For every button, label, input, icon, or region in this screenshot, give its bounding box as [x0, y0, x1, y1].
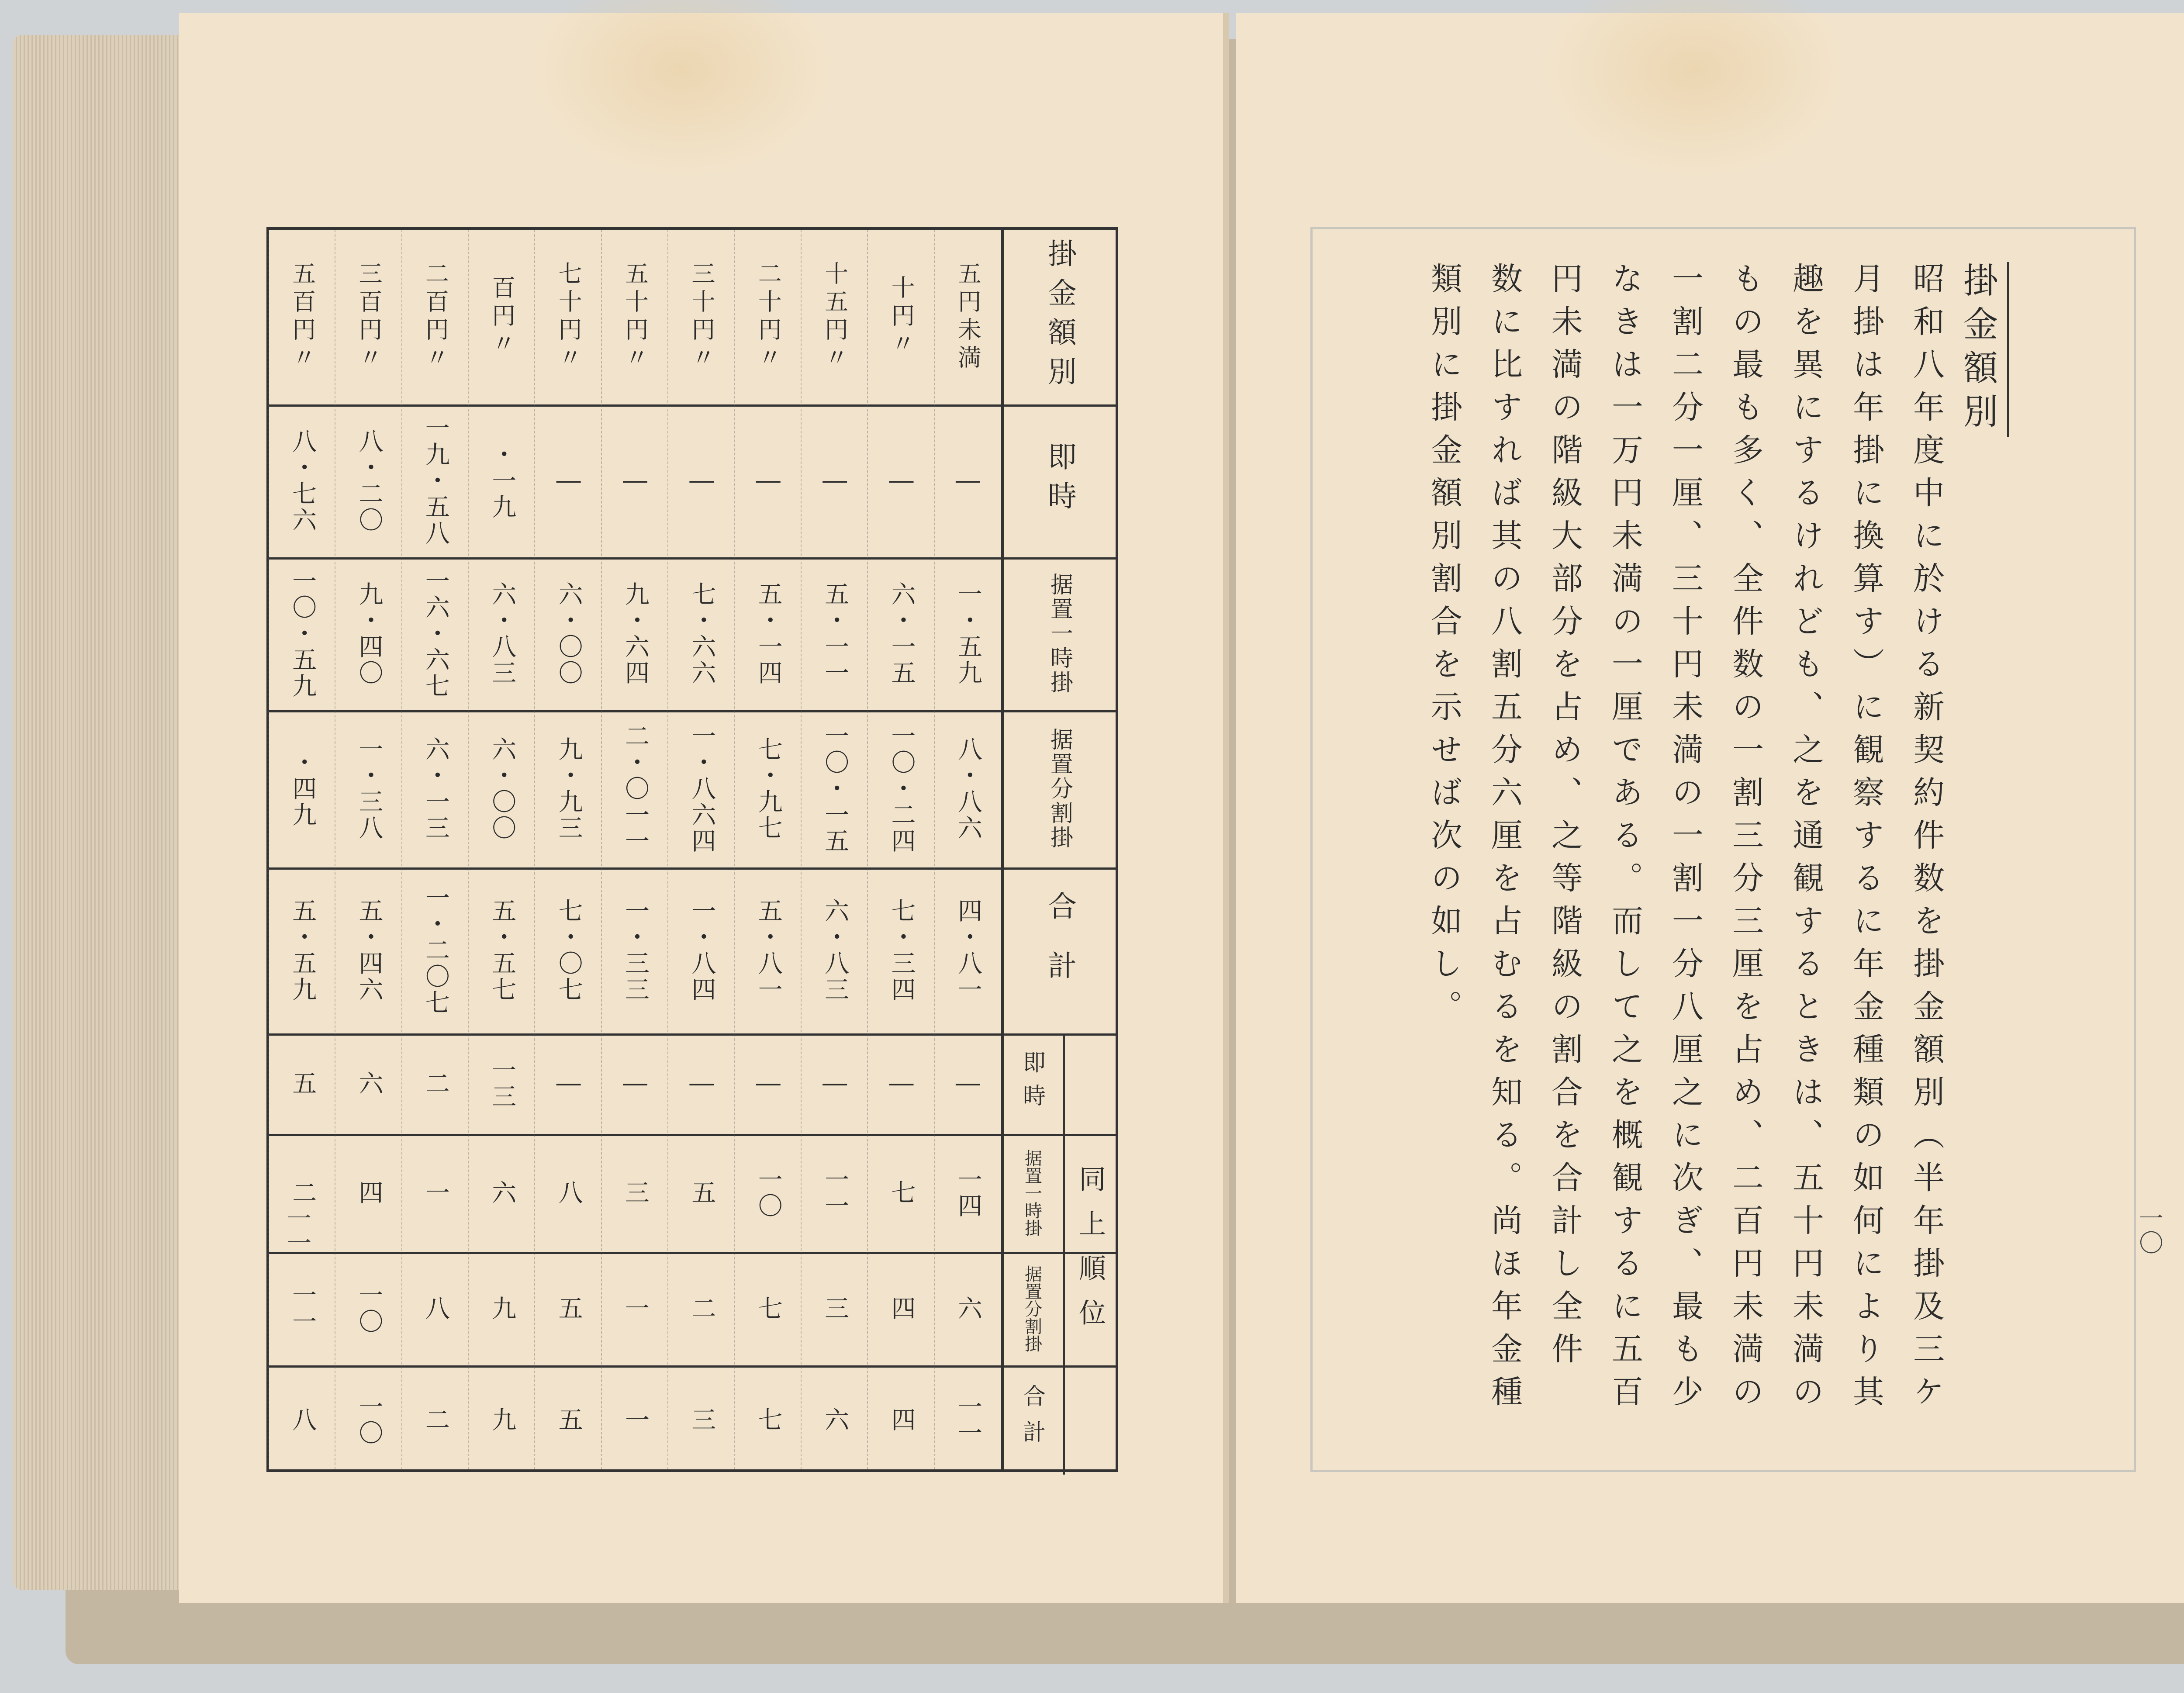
table-cell: 一〇 [754, 1167, 783, 1219]
table-cell: 八 [554, 1180, 583, 1206]
table-cell: 一〇・一五 [821, 723, 850, 854]
table-cell: ・一九 [488, 442, 517, 520]
water-stain [529, 0, 834, 179]
body-text [1426, 262, 2009, 1485]
table-cell: 一一 [821, 1167, 850, 1219]
table-cell: 六 [355, 1071, 384, 1097]
header-rank-deferred-lump: 据置一時掛 [1022, 1149, 1042, 1237]
header-amount-class: 掛金額別 [1043, 238, 1077, 396]
table-cell: 七十円〃 [555, 261, 583, 373]
table-cell: 三 [621, 1180, 650, 1206]
table-cell: 七・六六 [688, 581, 716, 686]
table-cell: 五・一四 [754, 581, 783, 686]
data-table [266, 227, 1118, 1472]
table-cell: 五 [554, 1407, 583, 1433]
table-cell: ― [687, 1068, 716, 1099]
header-deferred-lump: 据置一時掛 [1046, 573, 1073, 695]
table-cell: 五・五九 [288, 898, 317, 1003]
table-cell: 三 [688, 1407, 716, 1433]
table-cell: 五・五七 [488, 898, 517, 1003]
table-cell: ― [554, 466, 583, 496]
table-cell: 六・八三 [488, 581, 517, 686]
table-cell: 五・一一 [821, 581, 850, 686]
table-cell: 一三 [488, 1057, 517, 1110]
table-cell: 七 [754, 1296, 783, 1322]
table-cell: 一〇・五九 [288, 568, 317, 699]
table-cell: 六・一三 [421, 736, 450, 841]
section-title: 掛金額別 [1952, 262, 2009, 439]
table-cell: 一・八六四 [688, 723, 716, 854]
table-cell: 二 [421, 1407, 450, 1433]
table-cell: 一・八四 [688, 898, 716, 1003]
table-cell: 四・八一 [954, 898, 982, 1003]
table-cell: 五十円〃 [621, 261, 649, 373]
table-cell: 二 [288, 1180, 317, 1206]
table-cell: 八・七六 [288, 428, 317, 533]
table-cell: ― [554, 1068, 583, 1099]
table-cell: 六 [954, 1296, 982, 1322]
table-cell: 一九・五八 [421, 415, 450, 546]
header-rank-deferred-installment: 据置分割掛 [1022, 1265, 1042, 1352]
text-column: 一割二分一厘、三十円未満の一割一分八厘之に次ぎ、最も少 [1667, 262, 1704, 1418]
table-cell: 六 [821, 1407, 850, 1433]
page-number-right: 一〇 [2135, 1206, 2163, 1254]
page-number-left: 一一 [283, 1206, 311, 1254]
table-cell: ― [887, 466, 916, 496]
table-cell: 五・四六 [355, 898, 384, 1003]
table-cell: 一四 [954, 1167, 982, 1219]
table-cell: 九 [488, 1407, 517, 1433]
text-column: なきは一万円未満の一厘である。而して之を概観するに五百 [1607, 262, 1643, 1418]
header-rank-immediate: 即時 [1019, 1050, 1045, 1117]
table-cell: 六・〇〇 [488, 736, 517, 841]
header-rank-group: 同上順位 [1063, 1033, 1116, 1475]
table-cell: ― [954, 1068, 982, 1099]
table-cell: 二・〇一一 [621, 723, 650, 854]
table-cell: ― [954, 466, 982, 496]
text-column: 円未満の階級大部分を占め、之等階級の割合を合計し全件 [1546, 262, 1583, 1375]
table-cell: 八 [288, 1407, 317, 1433]
table-cell: 六・一五 [887, 581, 916, 686]
table-cell: 一一 [954, 1394, 982, 1446]
text-column: 類別に掛金額別割合を示せば次の如し。 [1426, 262, 1462, 1033]
table-cell: 八・二〇 [355, 428, 384, 533]
text-column: 昭和八年度中に於ける新契約件数を掛金額別（半年掛及三ケ [1908, 262, 1945, 1418]
table-cell: 四 [355, 1180, 384, 1206]
table-cell: 二 [688, 1296, 716, 1322]
table-cell: 一・二〇七 [421, 885, 450, 1016]
table-cell: 七・三四 [887, 898, 916, 1003]
water-stain [1542, 0, 1848, 179]
table-cell: 七・九七 [754, 736, 783, 841]
header-total: 合計 [1043, 891, 1077, 1010]
table-cell: 一〇 [355, 1282, 384, 1335]
text-column: もの最も多く、全件数の一割三分三厘を占め、二百円未満の [1727, 262, 1764, 1418]
table-cell: 三十円〃 [688, 261, 715, 373]
table-cell: ― [820, 466, 849, 496]
table-cell: 一・五九 [954, 581, 982, 686]
table-cell: 九・六四 [621, 581, 650, 686]
table-cell: 十円〃 [887, 275, 915, 359]
table-cell: 九・四〇 [355, 581, 384, 686]
table-cell: 九・九三 [554, 736, 583, 841]
table-cell: 二 [421, 1071, 450, 1097]
table-cell: 五百円〃 [288, 261, 316, 373]
table-cell: ― [820, 1068, 849, 1099]
table-cell: 六・八三 [821, 898, 850, 1003]
table-cell: ― [754, 1068, 783, 1099]
table-cell: ― [621, 1068, 650, 1099]
table-cell: 一〇・二四 [887, 723, 916, 854]
text-column: 数に比すれば其の八割五分六厘を占むるを知る。尚ほ年金種 [1486, 262, 1523, 1418]
table-cell: 五 [688, 1180, 716, 1206]
table-cell: 一・三三 [621, 898, 650, 1003]
table-cell: 七・〇七 [554, 898, 583, 1003]
table-cell: 四 [887, 1407, 916, 1433]
table-cell: 百円〃 [488, 275, 516, 359]
table-cell: 三 [821, 1296, 850, 1322]
table-cell: 一一 [288, 1282, 317, 1335]
table-cell: 七 [754, 1407, 783, 1433]
table-cell: 三百円〃 [355, 261, 383, 373]
table-cell: 十五円〃 [821, 261, 849, 373]
table-cell: 九 [488, 1296, 517, 1322]
table-cell: 五円未満 [954, 261, 982, 373]
table-cell: 二十円〃 [754, 261, 782, 373]
table-cell: 一〇 [355, 1394, 384, 1446]
table-cell: 八 [421, 1296, 450, 1322]
table-cell: 一 [621, 1407, 650, 1433]
table-cell: 一六・六七 [421, 568, 450, 699]
header-rank-total: 合計 [1019, 1384, 1045, 1456]
table-cell: 四 [887, 1296, 916, 1322]
table-cell: ― [621, 466, 650, 496]
header-immediate: 即時 [1043, 442, 1077, 520]
table-cell: 六 [488, 1180, 517, 1206]
table-cell: 五 [288, 1071, 317, 1097]
table-cell: 五・八一 [754, 898, 783, 1003]
table-cell: 一・三八 [355, 736, 384, 841]
header-deferred-installment: 据置分割掛 [1046, 728, 1073, 850]
table-cell: 二百円〃 [422, 261, 449, 373]
table-cell: 八・八六 [954, 736, 982, 841]
table-cell: ― [687, 466, 716, 496]
table-cell: 七 [887, 1180, 916, 1206]
table-header-column [1001, 230, 1116, 1469]
table-cell: 六・〇〇 [554, 581, 583, 686]
book-page-edges-left [13, 35, 179, 1590]
text-column: 趣を異にするけれども、之を通観するときは、五十円未満の [1787, 262, 1824, 1418]
table-cell: 五 [554, 1296, 583, 1322]
table-cell: 一 [421, 1180, 450, 1206]
text-column: 月掛は年掛に換算す）に観察するに年金種類の如何により其 [1848, 262, 1884, 1418]
table-cell: ― [754, 466, 783, 496]
table-cell: ・四九 [288, 750, 317, 828]
table-cell: ― [887, 1068, 916, 1099]
table-cell: 一 [621, 1296, 650, 1322]
